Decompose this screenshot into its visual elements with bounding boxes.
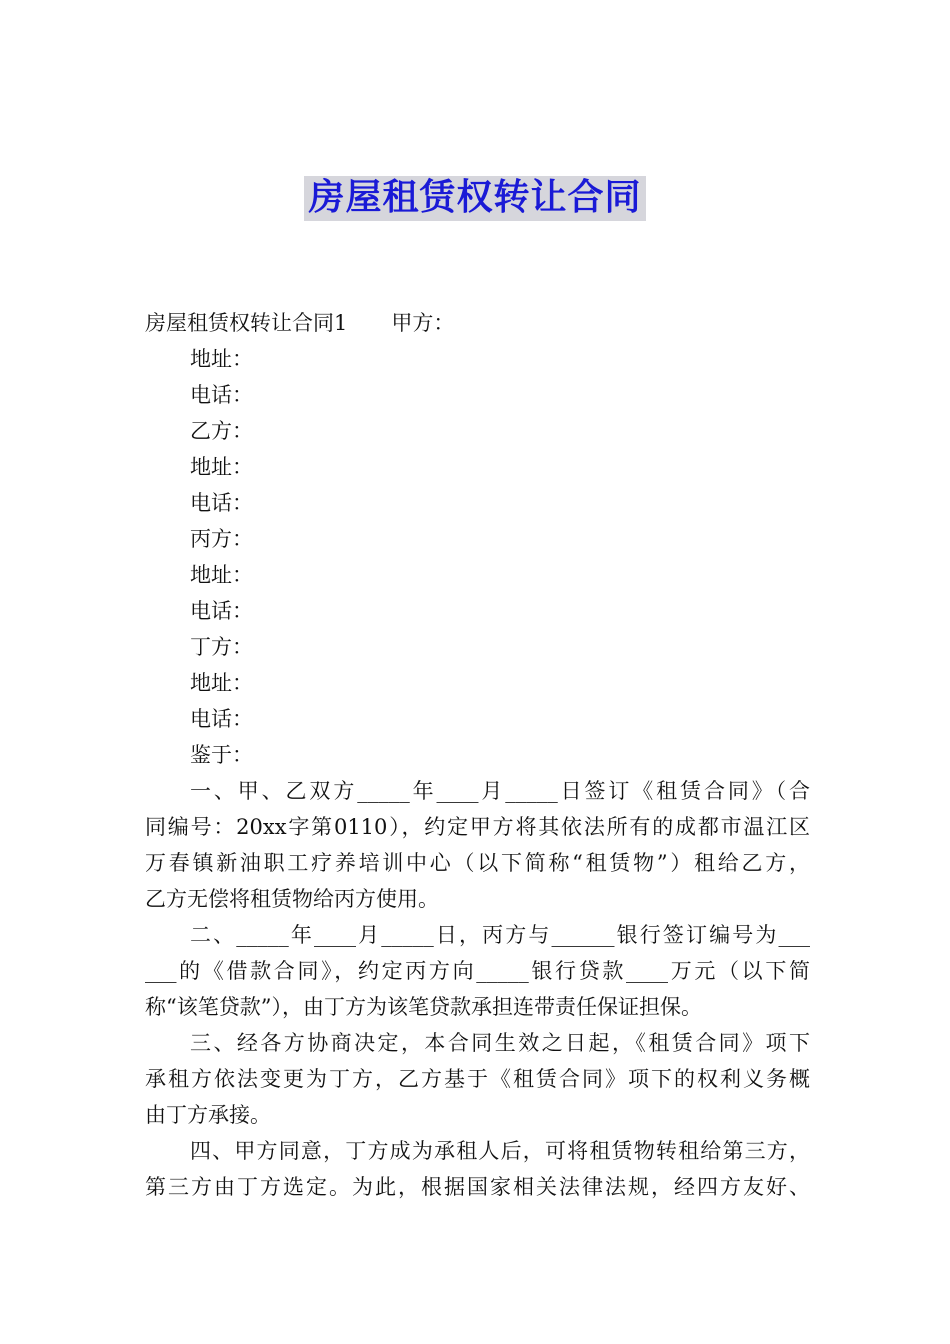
field-address-b: 地址： — [190, 455, 253, 479]
clause-line: 二、_____年____月_____日，丙方与______银行签订编号为___ — [190, 923, 810, 947]
clause-line: 万春镇新油职工疗养培训中心（以下简称“租赁物”）租给乙方， — [145, 851, 810, 875]
field-address-d: 地址： — [190, 671, 253, 695]
clause-3 — [145, 1025, 810, 1133]
clause-line: 乙方无偿将租赁物给丙方使用。 — [145, 887, 439, 911]
field-party-b: 乙方： — [190, 419, 253, 443]
party-a-label: 甲方： — [391, 311, 455, 335]
field-whereas: 鉴于： — [190, 743, 253, 767]
clause-line: 一、甲、乙双方_____年____月_____日签订《租赁合同》（合 — [190, 779, 810, 803]
field-phone-b: 电话： — [190, 491, 253, 515]
clause-line: ___的《借款合同》，约定丙方向_____银行贷款____万元（以下简 — [145, 959, 810, 983]
clause-2 — [145, 917, 810, 1025]
clause-line: 第三方由丁方选定。为此，根据国家相关法律法规，经四方友好、 — [145, 1175, 810, 1199]
document-title — [0, 176, 950, 221]
document-title-text: 房屋租赁权转让合同 — [304, 176, 645, 221]
clause-4 — [145, 1133, 810, 1205]
document-body — [145, 305, 810, 1205]
clause-line: 称“该笔贷款”），由丁方为该笔贷款承担连带责任保证担保。 — [145, 995, 702, 1019]
contract-number: 房屋租赁权转让合同1 — [145, 311, 348, 335]
heading-line — [145, 305, 810, 341]
clause-line: 同编号：20xx字第0110），约定甲方将其依法所有的成都市温江区 — [145, 815, 810, 839]
clause-line: 承租方依法变更为丁方，乙方基于《租赁合同》项下的权利义务概 — [145, 1067, 810, 1091]
field-party-c: 丙方： — [190, 527, 253, 551]
clause-line: 三、经各方协商决定，本合同生效之日起，《租赁合同》项下 — [190, 1031, 810, 1055]
clause-1 — [145, 773, 810, 917]
field-party-d: 丁方： — [190, 635, 253, 659]
clause-line: 由丁方承接。 — [145, 1103, 271, 1127]
clause-line: 四、甲方同意，丁方成为承租人后，可将租赁物转租给第三方， — [190, 1139, 810, 1163]
field-phone-d: 电话： — [190, 707, 253, 731]
field-phone-c: 电话： — [190, 599, 253, 623]
field-address-c: 地址： — [190, 563, 253, 587]
field-address-a: 地址： — [190, 347, 253, 371]
field-phone-a: 电话： — [190, 383, 253, 407]
